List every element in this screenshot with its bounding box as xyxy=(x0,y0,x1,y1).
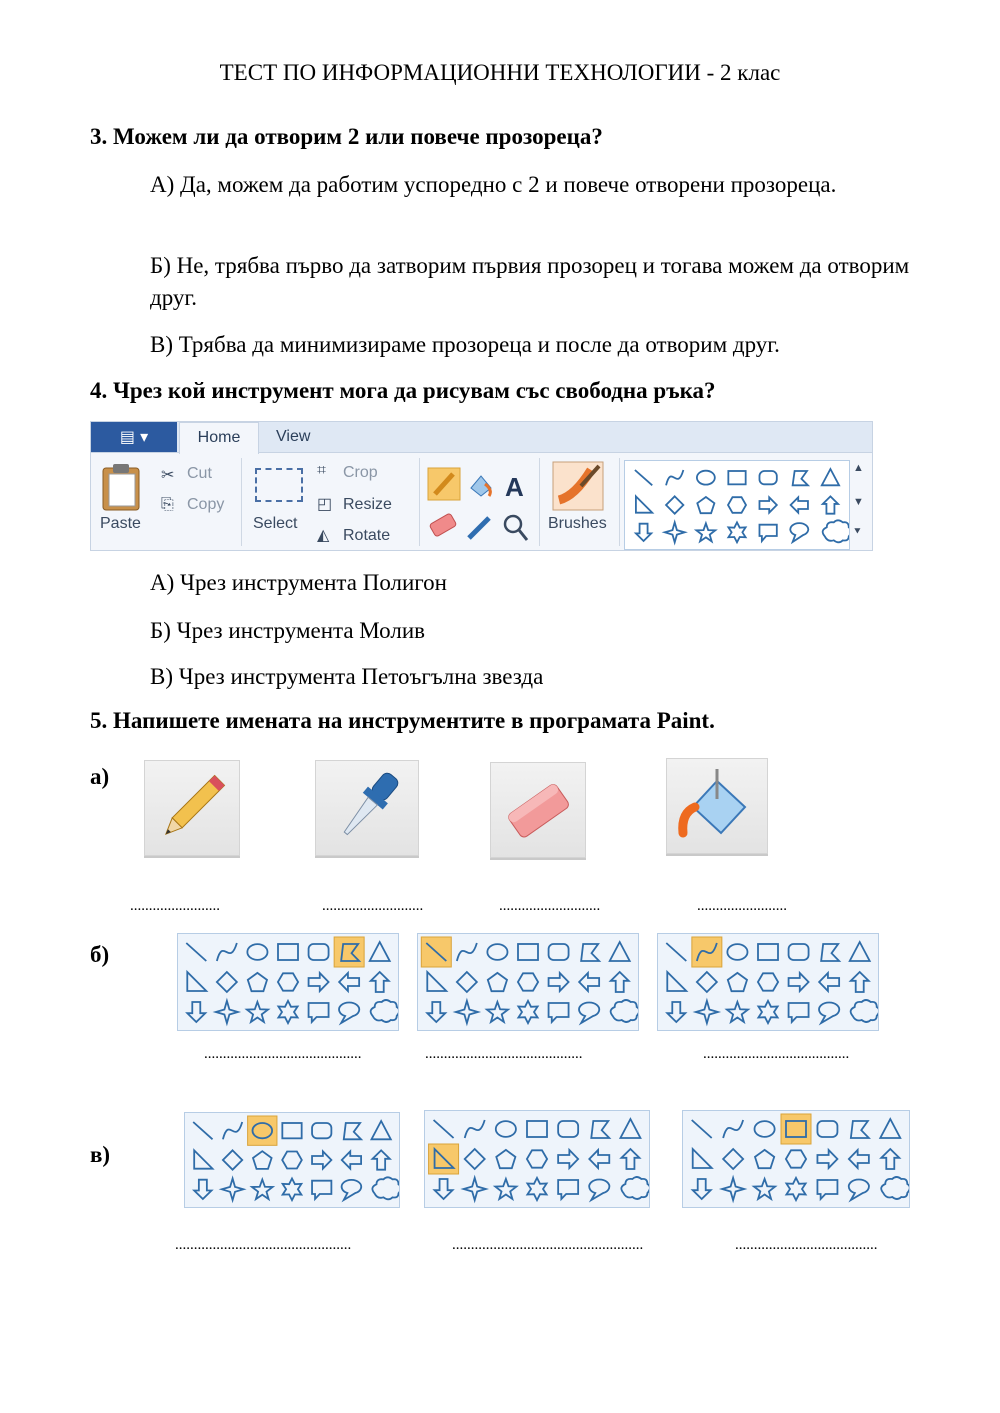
shapes-panel-b2 xyxy=(417,933,639,1031)
rounded-callout-icon[interactable] xyxy=(312,1181,331,1199)
polygon-icon[interactable] xyxy=(851,1121,869,1138)
diamond-icon[interactable] xyxy=(465,1149,485,1169)
clipboard-icon xyxy=(99,462,145,512)
right-arrow-icon[interactable] xyxy=(789,973,809,991)
answer-blank-b1[interactable]: .......................................... xyxy=(204,1046,362,1062)
right-arrow-icon[interactable] xyxy=(309,973,329,991)
paste-button[interactable]: Paste xyxy=(100,515,141,532)
separator xyxy=(419,458,420,546)
up-arrow-icon[interactable] xyxy=(851,972,869,992)
pentagon-icon[interactable] xyxy=(728,973,747,991)
oval-icon[interactable] xyxy=(754,1121,774,1137)
tool-card-3 xyxy=(490,762,586,858)
scissors-icon: ✂ xyxy=(161,467,175,484)
oval-callout-icon[interactable] xyxy=(579,1002,599,1023)
oval-icon[interactable] xyxy=(697,471,715,485)
rounded-rectangle-icon[interactable] xyxy=(558,1121,578,1137)
right-triangle-icon[interactable] xyxy=(693,1149,712,1168)
cloud-callout-icon[interactable] xyxy=(851,1000,878,1022)
right-triangle-icon[interactable] xyxy=(667,972,686,991)
separator xyxy=(241,458,242,546)
four-point-star-icon[interactable] xyxy=(216,1001,238,1023)
down-arrow-icon[interactable] xyxy=(187,1002,205,1022)
answer-blank-b3[interactable]: ....................................... xyxy=(703,1046,850,1062)
diamond-icon[interactable] xyxy=(666,496,683,513)
tools-group xyxy=(427,466,537,548)
four-point-star-icon[interactable] xyxy=(665,522,685,542)
q4-option-b: Б) Чрез инструмента Молив xyxy=(150,618,426,643)
down-arrow-icon[interactable] xyxy=(693,1179,711,1199)
up-arrow-icon[interactable] xyxy=(372,1150,389,1169)
rounded-rectangle-icon[interactable] xyxy=(312,1123,331,1138)
copy-button[interactable]: Copy xyxy=(187,496,225,513)
text-tool-icon: A xyxy=(505,472,524,502)
four-point-star-icon[interactable] xyxy=(222,1179,244,1201)
left-arrow-icon[interactable] xyxy=(589,1150,609,1168)
scroll-up-icon[interactable]: ▲ xyxy=(853,462,864,474)
rounded-callout-icon[interactable] xyxy=(817,1180,837,1199)
color-picker-icon xyxy=(469,518,489,538)
tab-view[interactable]: View xyxy=(276,428,311,445)
right-triangle-icon[interactable] xyxy=(427,972,446,991)
cloud-callout-icon[interactable] xyxy=(823,520,849,542)
oval-icon[interactable] xyxy=(247,944,267,960)
polygon-icon[interactable] xyxy=(344,1123,361,1139)
line-icon[interactable] xyxy=(193,1122,212,1139)
part-b-label: б) xyxy=(90,942,110,967)
oval-callout-icon[interactable] xyxy=(339,1002,359,1023)
up-arrow-icon[interactable] xyxy=(611,972,629,992)
answer-blank-a4[interactable]: ........................ xyxy=(697,898,787,914)
q3-option-c: В) Трябва да минимизираме прозореца и после да отворим друг. xyxy=(150,332,780,357)
oval-icon[interactable] xyxy=(496,1121,516,1137)
five-point-star-icon[interactable] xyxy=(247,1002,268,1022)
right-arrow-icon[interactable] xyxy=(759,497,776,512)
diamond-icon[interactable] xyxy=(723,1149,743,1169)
q4-option-a: А) Чрез инструмента Полигон xyxy=(150,570,447,595)
question-4: 4. Чрез кой инструмент мога да рисувам със свободна ръка? xyxy=(90,378,716,403)
four-point-star-icon[interactable] xyxy=(456,1001,478,1023)
six-point-star-icon[interactable] xyxy=(518,1001,537,1023)
question-5: 5. Напишете имената на инструментите в програмата Paint. xyxy=(90,708,715,733)
selected-shape-highlight xyxy=(334,937,364,967)
cloud-callout-icon[interactable] xyxy=(621,1177,649,1199)
line-icon[interactable] xyxy=(186,943,206,961)
triangle-icon[interactable] xyxy=(822,469,839,485)
left-arrow-icon[interactable] xyxy=(339,973,359,991)
triangle-icon[interactable] xyxy=(620,1119,640,1138)
tab-home[interactable]: Home xyxy=(179,422,259,454)
right-arrow-icon[interactable] xyxy=(817,1150,837,1168)
q4-option-c: В) Чрез инструмента Петоъгълна звезда xyxy=(150,664,544,689)
rounded-callout-icon[interactable] xyxy=(558,1180,578,1199)
oval-callout-icon[interactable] xyxy=(790,523,808,542)
down-arrow-icon[interactable] xyxy=(667,1002,685,1022)
five-point-star-icon[interactable] xyxy=(495,1179,516,1199)
page-title: ТЕСТ ПО ИНФОРМАЦИОННИ ТЕХНОЛОГИИ - 2 клас xyxy=(219,60,781,85)
rectangle-icon[interactable] xyxy=(728,471,745,484)
shapes-grid xyxy=(683,1111,909,1207)
shapes-grid xyxy=(658,934,878,1030)
rectangle-icon[interactable] xyxy=(758,944,778,960)
triangle-icon[interactable] xyxy=(880,1119,900,1138)
copy-icon: ⎘ xyxy=(161,496,174,513)
rounded-rectangle-icon[interactable] xyxy=(817,1121,837,1137)
hexagon-icon[interactable] xyxy=(758,973,778,990)
rotate-button[interactable]: Rotate xyxy=(343,527,391,544)
five-point-star-icon[interactable] xyxy=(487,1002,508,1022)
five-point-star-icon[interactable] xyxy=(252,1180,273,1200)
cloud-callout-icon[interactable] xyxy=(372,1177,399,1199)
resize-button[interactable]: Resize xyxy=(343,496,392,513)
oval-callout-icon[interactable] xyxy=(849,1179,869,1200)
answer-blank-a3[interactable]: ........................... xyxy=(499,898,601,914)
line-icon[interactable] xyxy=(434,1120,454,1138)
six-point-star-icon[interactable] xyxy=(283,1179,302,1201)
left-arrow-icon[interactable] xyxy=(791,497,808,512)
four-point-star-icon[interactable] xyxy=(464,1178,486,1200)
scroll-down-icon[interactable]: ▼ xyxy=(853,496,864,508)
down-arrow-icon[interactable] xyxy=(435,1179,453,1199)
tool-card-2 xyxy=(315,760,419,856)
left-arrow-icon[interactable] xyxy=(579,973,599,991)
oval-callout-icon[interactable] xyxy=(342,1180,362,1200)
shapes-panel-b3 xyxy=(657,933,879,1031)
six-point-star-icon[interactable] xyxy=(728,522,745,542)
answer-blank-c1[interactable]: ............................................... xyxy=(175,1237,352,1253)
color-picker-icon xyxy=(316,761,418,855)
answer-blank-b2[interactable]: .......................................... xyxy=(425,1046,583,1062)
triangle-icon[interactable] xyxy=(370,942,390,961)
hexagon-icon[interactable] xyxy=(728,497,746,513)
resize-icon: ◰ xyxy=(317,496,333,513)
select-button[interactable]: Select xyxy=(253,515,298,532)
shapes-grid xyxy=(425,1111,649,1207)
shapes-grid xyxy=(185,1113,399,1207)
diamond-icon[interactable] xyxy=(217,972,237,992)
oval-icon[interactable] xyxy=(487,944,507,960)
brush-icon xyxy=(551,460,607,512)
rectangle-icon[interactable] xyxy=(278,944,298,960)
q3-option-b: Б) Не, трябва първо да затворим първия прозорец и тогава можем да отворим друг. xyxy=(150,253,910,310)
pentagon-icon[interactable] xyxy=(496,1150,515,1168)
shapes-panel-b1 xyxy=(177,933,399,1031)
cloud-callout-icon[interactable] xyxy=(611,1000,638,1022)
polygon-icon[interactable] xyxy=(793,471,808,485)
down-arrow-icon[interactable] xyxy=(427,1002,445,1022)
hexagon-icon[interactable] xyxy=(527,1150,547,1167)
right-triangle-icon[interactable] xyxy=(187,972,206,991)
up-arrow-icon[interactable] xyxy=(371,972,389,992)
shapes-gallery[interactable] xyxy=(624,460,850,550)
shapes-grid xyxy=(418,934,638,1030)
rounded-callout-icon[interactable] xyxy=(549,1003,569,1022)
crop-button[interactable]: Crop xyxy=(343,464,378,481)
rounded-callout-icon[interactable] xyxy=(759,525,776,541)
rounded-rectangle-icon[interactable] xyxy=(309,944,329,960)
line-icon[interactable] xyxy=(635,470,652,485)
rounded-rectangle-icon[interactable] xyxy=(549,944,569,960)
separator xyxy=(619,458,620,546)
up-arrow-icon[interactable] xyxy=(823,496,838,513)
crop-icon: ⌗ xyxy=(317,462,327,479)
shapes-grid xyxy=(178,934,398,1030)
app-menu-button[interactable]: ▤ ▾ xyxy=(91,422,177,452)
select-icon xyxy=(255,468,303,502)
triangle-icon[interactable] xyxy=(610,942,630,961)
shapes-panel-c2 xyxy=(424,1110,650,1208)
curve-icon[interactable] xyxy=(666,470,683,485)
part-c-label: в) xyxy=(90,1142,111,1167)
pentagon-icon[interactable] xyxy=(697,497,714,513)
oval-callout-icon[interactable] xyxy=(819,1002,839,1023)
four-point-star-icon[interactable] xyxy=(696,1001,718,1023)
diamond-icon[interactable] xyxy=(223,1150,242,1169)
oval-icon[interactable] xyxy=(727,944,747,960)
polygon-icon[interactable] xyxy=(821,944,839,961)
question-3: 3. Можем ли да отворим 2 или повече прозореца? xyxy=(90,124,603,149)
diamond-icon[interactable] xyxy=(457,972,477,992)
six-point-star-icon[interactable] xyxy=(527,1178,546,1200)
part-a-label: а) xyxy=(90,764,110,789)
pentagon-icon[interactable] xyxy=(248,973,267,991)
five-point-star-icon[interactable] xyxy=(727,1002,748,1022)
curve-icon[interactable] xyxy=(217,943,237,961)
eraser-icon xyxy=(491,763,585,857)
left-arrow-icon[interactable] xyxy=(819,973,839,991)
answer-blank-a2[interactable]: ........................... xyxy=(322,898,424,914)
polygon-icon[interactable] xyxy=(581,944,599,961)
ribbon-tab-bar xyxy=(91,422,872,453)
oval-callout-icon[interactable] xyxy=(589,1179,609,1200)
down-arrow-icon[interactable] xyxy=(194,1180,211,1199)
rectangle-icon[interactable] xyxy=(518,944,538,960)
triangle-icon[interactable] xyxy=(371,1121,390,1139)
six-point-star-icon[interactable] xyxy=(758,1001,777,1023)
pentagon-icon[interactable] xyxy=(488,973,507,991)
triangle-icon[interactable] xyxy=(850,942,870,961)
pencil-icon xyxy=(145,761,239,855)
diamond-icon[interactable] xyxy=(697,972,717,992)
curve-icon[interactable] xyxy=(723,1120,743,1138)
pentagon-icon[interactable] xyxy=(253,1151,272,1169)
tool-card-4 xyxy=(666,758,768,854)
down-arrow-icon[interactable] xyxy=(636,524,651,541)
pentagon-icon[interactable] xyxy=(755,1150,774,1168)
gallery-expand-icon[interactable]: ⯆ xyxy=(853,526,862,538)
six-point-star-icon[interactable] xyxy=(786,1178,805,1200)
five-point-star-icon[interactable] xyxy=(696,523,715,541)
separator xyxy=(539,458,540,546)
rounded-rectangle-icon[interactable] xyxy=(789,944,809,960)
four-point-star-icon[interactable] xyxy=(722,1178,744,1200)
paint-ribbon xyxy=(90,421,873,551)
answer-blank-c2[interactable]: ................................................... xyxy=(452,1237,644,1253)
rounded-rectangle-icon[interactable] xyxy=(759,471,776,484)
right-arrow-icon[interactable] xyxy=(558,1150,578,1168)
answer-blank-c3[interactable]: ...................................... xyxy=(735,1237,878,1253)
shapes-panel-c1 xyxy=(184,1112,400,1208)
rounded-callout-icon[interactable] xyxy=(309,1003,329,1022)
cloud-callout-icon[interactable] xyxy=(371,1000,398,1022)
cut-button[interactable]: Cut xyxy=(187,465,212,482)
fill-bucket-icon xyxy=(667,759,767,853)
q3-option-a: А) Да, можем да работим успоредно с 2 и повече отворени прозореца. xyxy=(150,172,837,197)
five-point-star-icon[interactable] xyxy=(754,1179,775,1199)
tool-card-1 xyxy=(144,760,240,856)
curve-icon[interactable] xyxy=(457,943,477,961)
shapes-panel-c3 xyxy=(682,1110,910,1208)
answer-blank-a1[interactable]: ........................ xyxy=(130,898,220,914)
curve-icon[interactable] xyxy=(223,1122,242,1139)
hexagon-icon[interactable] xyxy=(278,973,298,990)
up-arrow-icon[interactable] xyxy=(621,1149,639,1169)
up-arrow-icon[interactable] xyxy=(881,1149,899,1169)
right-arrow-icon[interactable] xyxy=(312,1151,331,1168)
rotate-icon: ◭ xyxy=(317,527,330,544)
cloud-callout-icon[interactable] xyxy=(881,1177,909,1199)
six-point-star-icon[interactable] xyxy=(278,1001,297,1023)
brushes-button[interactable]: Brushes xyxy=(548,515,607,532)
right-arrow-icon[interactable] xyxy=(549,973,569,991)
curve-icon[interactable] xyxy=(465,1120,485,1138)
hexagon-icon[interactable] xyxy=(282,1152,302,1169)
polygon-icon[interactable] xyxy=(591,1121,609,1138)
line-icon[interactable] xyxy=(692,1120,712,1138)
right-triangle-icon[interactable] xyxy=(636,496,652,512)
right-triangle-icon[interactable] xyxy=(194,1150,212,1168)
rectangle-icon[interactable] xyxy=(527,1121,547,1137)
shapes-grid xyxy=(625,461,849,549)
line-icon[interactable] xyxy=(666,943,686,961)
hexagon-icon[interactable] xyxy=(786,1150,806,1167)
rounded-callout-icon[interactable] xyxy=(789,1003,809,1022)
hexagon-icon[interactable] xyxy=(518,973,538,990)
rectangle-icon[interactable] xyxy=(282,1123,301,1138)
magnifier-icon xyxy=(505,516,521,532)
eraser-icon xyxy=(429,513,457,537)
left-arrow-icon[interactable] xyxy=(849,1150,869,1168)
left-arrow-icon[interactable] xyxy=(342,1151,361,1168)
